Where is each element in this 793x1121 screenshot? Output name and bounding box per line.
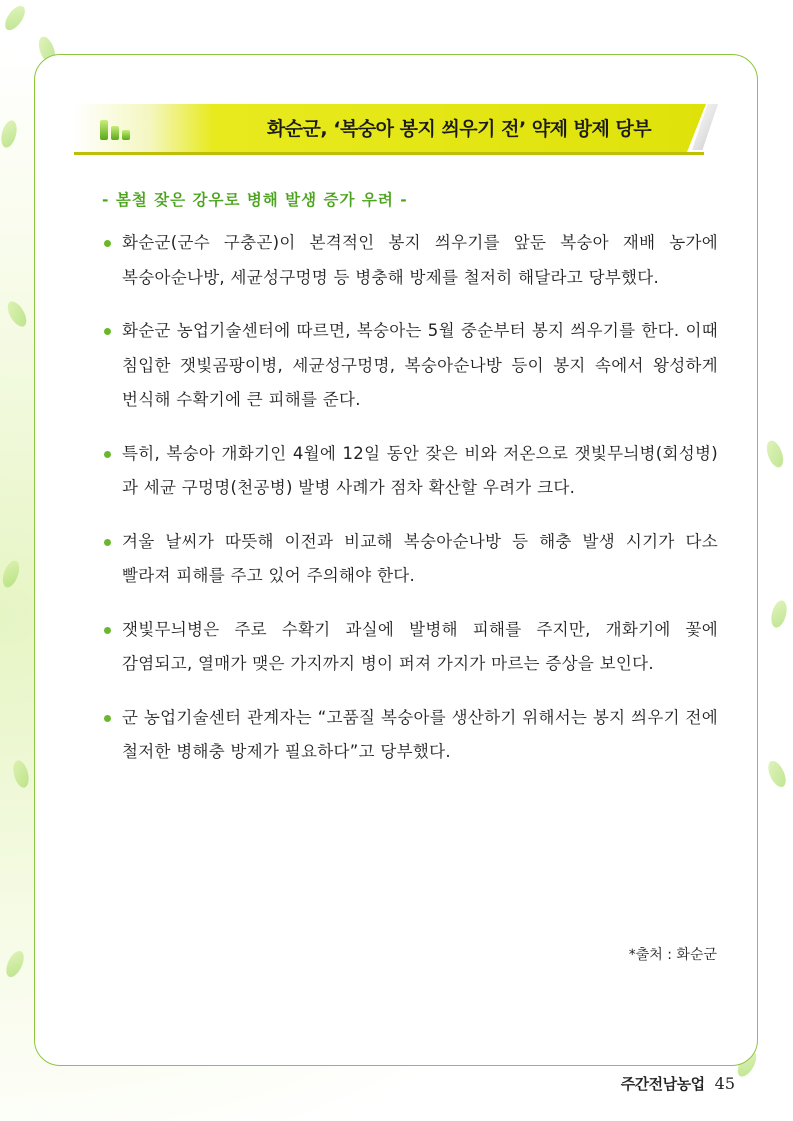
- paragraph-text: 특히, 복숭아 개화기인 4월에 12일 동안 잦은 비와 저온으로 잿빛무늬병(회성병)과 세균 구멍명(천공병) 발병 사례가 점차 확산할 우려가 크다.: [122, 443, 718, 497]
- bullet-icon: [104, 539, 111, 546]
- bullet-icon: [104, 451, 111, 458]
- page-title: 화순군, ‘복숭아 봉지 씌우기 전’ 약제 방제 당부: [266, 118, 652, 140]
- leaf-decoration: [769, 599, 790, 630]
- page-footer: [621, 1073, 735, 1094]
- leaf-decoration: [1, 3, 29, 34]
- list-item: [102, 613, 718, 682]
- leaf-decoration: [4, 298, 30, 329]
- paragraph-text: 화순군(군수 구충곤)이 본격적인 봉지 씌우기를 앞둔 복숭아 재배 농가에 복숭아순나방, 세균성구멍명 등 병충해 방제를 철저히 해달라고 당부했다.: [122, 233, 718, 287]
- list-item: [102, 525, 718, 594]
- source-note: *출처 : 화순군: [628, 947, 717, 963]
- list-item: [102, 314, 718, 418]
- list-item: [102, 701, 718, 770]
- leaf-decoration: [764, 438, 787, 469]
- leaf-decoration: [0, 558, 22, 589]
- paragraph-text: 잿빛무늬병은 주로 수확기 과실에 발병해 피해를 주지만, 개화기에 꽃에 감염되고, 열매가 맺은 가지까지 병이 퍼져 가지가 마르는 증상을 보인다.: [122, 619, 718, 673]
- paragraph-text: 겨울 날씨가 따뜻해 이전과 비교해 복숭아순나방 등 해충 발생 시기가 다소 빨라져 피해를 주고 있어 주의해야 한다.: [122, 531, 718, 585]
- bar-chart-icon: [100, 118, 132, 140]
- leaf-decoration: [765, 758, 790, 789]
- list-item: [102, 437, 718, 506]
- title-banner: [74, 104, 714, 154]
- list-item: [102, 226, 718, 295]
- leaf-decoration: [3, 948, 28, 979]
- leaf-decoration: [11, 759, 32, 790]
- article-subtitle: - 봄철 잦은 강우로 병해 발생 증가 우려 -: [102, 191, 408, 209]
- page-number: 45: [714, 1074, 735, 1093]
- bullet-icon: [104, 240, 111, 247]
- bullet-icon: [104, 627, 111, 634]
- article-body: [102, 226, 718, 789]
- leaf-decoration: [0, 119, 19, 150]
- magazine-name: 주간전남농업: [620, 1075, 705, 1093]
- bullet-icon: [104, 328, 111, 335]
- bullet-icon: [104, 715, 111, 722]
- paragraph-text: 화순군 농업기술센터에 따르면, 복숭아는 5월 중순부터 봉지 씌우기를 한다. 이때 침입한 잿빛곰팡이병, 세균성구멍명, 복숭아순나방 등이 봉지 속에서 왕성하게 번식해 수확기에 큰 피해를 준다.: [122, 321, 718, 409]
- paragraph-text: 군 농업기술센터 관계자는 “고품질 복숭아를 생산하기 위해서는 봉지 씌우기 전에 철저한 병해충 방제가 필요하다”고 당부했다.: [122, 707, 718, 761]
